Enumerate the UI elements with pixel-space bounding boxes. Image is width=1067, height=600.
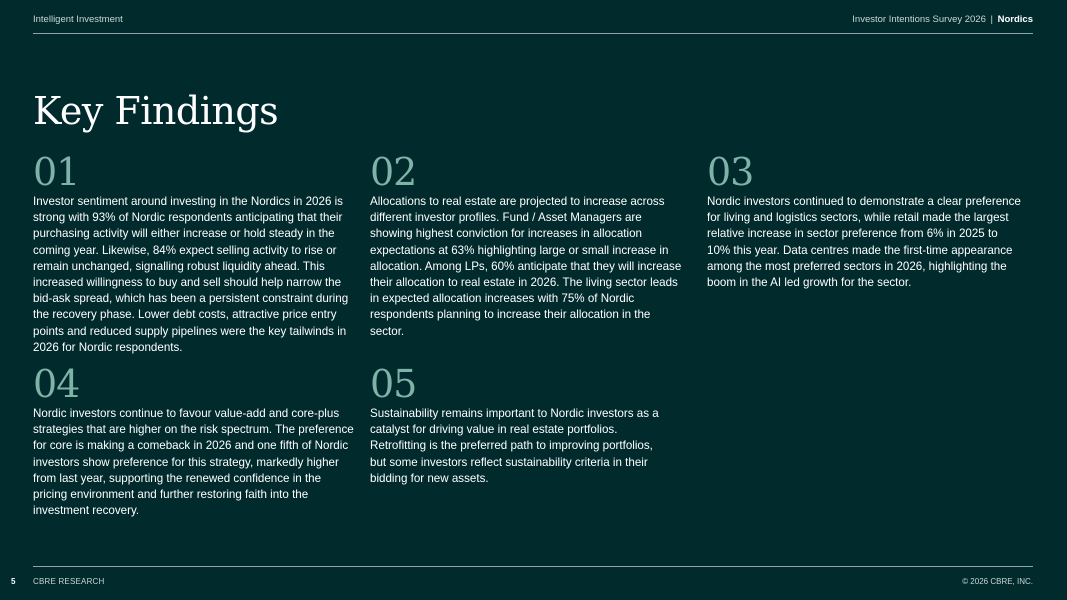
finding-number: 03 — [707, 150, 754, 194]
finding-05 — [370, 364, 670, 487]
finding-number: 01 — [33, 150, 80, 194]
finding-04 — [33, 364, 355, 519]
finding-text: Nordic investors continued to demonstrate a clear preference for living and logistics sectors, while retail made the largest relative increase in sector preference from 6% in 2025 to 10% this year. Data centres made the first-time appearance among the most preferred sectors in 2026, highlighting the boom in the AI led growth for the sector. — [707, 195, 1021, 290]
finding-text: Investor sentiment around investing in the Nordics in 2026 is strong with 93% of Nordic respondents anticipating that their purchasing activity will either increase or hold steady in the coming year. Likewise, 84% expect selling activity to rise or remain unchanged, signalling robust liquidity ahead. This increased willingness to buy and sell should help narrow the bid-ask spread, which has been a persistent constraint during the recovery phase. Lower debt costs, attractive price entry points and reduced supply pipelines were the key tailwinds in 2026 for Nordic respondents. — [33, 195, 349, 354]
page-title: Key Findings — [33, 89, 279, 133]
finding-number: 05 — [370, 362, 417, 406]
finding-03 — [707, 152, 1023, 291]
header-divider — [33, 33, 1033, 34]
header-report-name: Investor Intentions Survey 2026 — [852, 14, 986, 25]
header-separator: | — [990, 14, 993, 25]
finding-text: Nordic investors continue to favour value-add and core-plus strategies that are higher on the risk spectrum. The preference for core is making a comeback in 2026 and one fifth of Nordic investors show preference for this strategy, markedly higher from last year, supporting the renewed confidence in the pricing environment and further restoring faith into the investment recovery. — [33, 407, 354, 518]
footer-copyright: © 2026 CBRE, INC. — [962, 577, 1033, 586]
finding-01 — [33, 152, 355, 356]
finding-text: Allocations to real estate are projected to increase across different investor profiles. Fund / Asset Managers are showing highest conviction for increases in allocation expectations at 63% highlighting large or small increase in allocation. Among LPs, 60% anticipate that they will increase their allocation to real estate in 2026. The living sector leads in expected allocation increases with 75% of Nordic respondents planning to increase their allocation in the sector. — [370, 195, 682, 338]
finding-02 — [370, 152, 686, 340]
page-number: 5 — [11, 577, 16, 586]
header-region: Nordics — [997, 14, 1033, 25]
finding-text: Sustainability remains important to Nordic investors as a catalyst for driving value in real estate portfolios. Retrofitting is the preferred path to improving portfolios, but some investors reflect sustainability criteria in their bidding for new assets. — [370, 407, 659, 485]
footer-brand: CBRE RESEARCH — [33, 577, 105, 586]
header-section-label: Intelligent Investment — [33, 14, 123, 25]
footer-divider — [33, 566, 1033, 567]
header-report-title — [852, 14, 1033, 25]
finding-number: 04 — [33, 362, 80, 406]
finding-number: 02 — [370, 150, 417, 194]
